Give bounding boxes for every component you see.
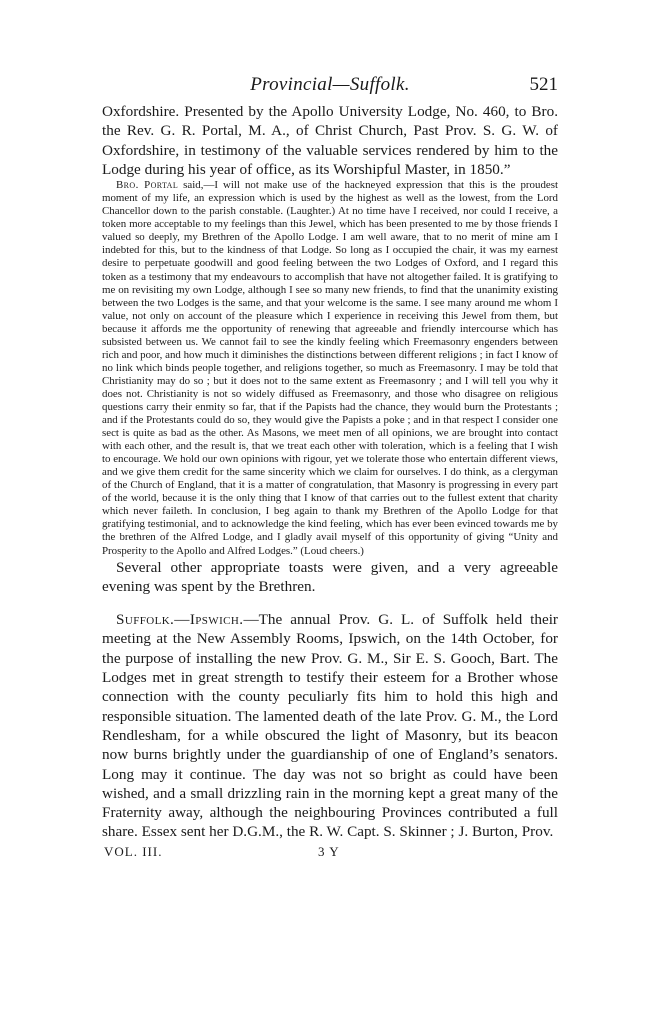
book-page: [102, 74, 558, 862]
paragraph-speech: [102, 179, 558, 557]
page-header: [102, 74, 558, 102]
running-head: Provincial—Suffolk.: [250, 74, 410, 95]
paragraph-suffolk: [102, 610, 558, 842]
paragraph-toasts: Several other appropriate toasts were given, and a very agreeable evening was spent by the Brethren.: [102, 558, 558, 595]
section-text: —The annual Prov. G. L. of Suffolk held their meeting at the New Assembly Rooms, Ipswich, on the 14th October, for the purpose of installing the new Prov. G. M., Sir E. S. Gooch, Bart. The Lodges met in great strength to testify their esteem for a Brother whose connection with the county peculiarly fits him to hold this high and responsible situation. The lamented death of the late Prov. G. M., the Lord Rendlesham, for a while obscured the light of Masonry, but its beacon now burns brightly under the guardianship of one of England’s senators. Long may it continue. The day was not so bright as could have been wished, and a small drizzling rain in the morning kept a great many of the Fraternity away, although the neighbouring Provinces contributed a full share. Essex sent her D.G.M., the R. W. Capt. S. Skinner ; J. Burton, Prov.: [102, 611, 558, 841]
signature-mark: 3 Y: [318, 843, 340, 859]
page-number: 521: [529, 74, 558, 95]
page-footer: [102, 844, 558, 862]
paragraph-presentation: Oxfordshire. Presented by the Apollo University Lodge, No. 460, to Bro. the Rev. G. R. Portal, M. A., of Christ Church, Past Prov. S. G. W. of Oxfordshire, in testimony of the valuable services rendered by him to the Lodge during his year of office, as its Worshipful Master, in 1850.”: [102, 103, 558, 178]
volume-label: VOL. III.: [104, 843, 163, 859]
speech-speaker: Bro. Portal: [116, 179, 179, 192]
section-lead: Suffolk.—Ipswich.: [116, 611, 244, 629]
speech-text: said,—I will not make use of the hackneyed expression that this is the proudest moment of my life, an expression which is used by the highest as well as the lowest, from the Lord Chancellor down to the parish constable. (Laughter.) At no time have I received, nor could I receive, a token more acceptable to my feelings than this Jewel, which has been presented to me by those friends I valued so deeply, my Brethren of the Apollo Lodge. I am well aware, that to no merit of mine am I indebted for this, but to the kindness of that Lodge. So long as I occupied the chair, it was my earnest desire to perpetuate goodwill and good feeling between the two Lodges of Oxford, and I regard this token as a testimony that my endeavours to accomplish that have not altogether failed. It is gratifying to me on revisiting my own Lodge, although I see so many new friends, to find that the unanimity existing between the two Lodges is the same, and that your welcome is the same. I see many around me whom I value, not only on account of the pleasure which I experience in receiving this Jewel from them, but because it affords me the opportunity of renewing that agreeable and friendly intercourse which has subsisted between us. We cannot fail to see the kindly feeling which Freemasonry engenders between rich and poor, and how much it diminishes the distinctions between different religions ; in fact I know of no link which binds people together, and religions together, so much as Freemasonry. I may be told that Christianity may do so ; but it does not to the same extent as Freemasonry ; and I will tell you why it does not. Christianity is not so widely diffused as Freemasonry, and those who disagree on religious questions carry their enmity so far, that if the Papists had the chance, they would burn the Protestants ; and if the Protestants could do so, they would give the Papists a poke ; and in that respect I consider one sect is quite as bad as the other. As Masons, we meet men of all opinions, we are brought into contact with each other, and the result is, that we treat each other with toleration, which is a feeling that I wish to encourage. We hold our own opinions with rigour, yet we tolerate those who entertain different views, and we give them credit for the same sincerity which we claim for ourselves. I do think, as a clergyman of the Church of England, that it is a matter of congratulation, that Masonry is progressing in every part of the world, because it is the only thing that I know of that carries out to the fullest extent that charity which never faileth. In conclusion, I beg again to thank my Brethren of the Apollo Lodge for that gratifying testimonial, and to acknowledge the kind feeling, which has ever been evinced towards me by the brethren of the Alfred Lodge, and I gladly avail myself of this opportunity of giving “Unity and Prosperity to the Apollo and Alfred Lodges.” (Loud cheers.): [102, 179, 558, 557]
